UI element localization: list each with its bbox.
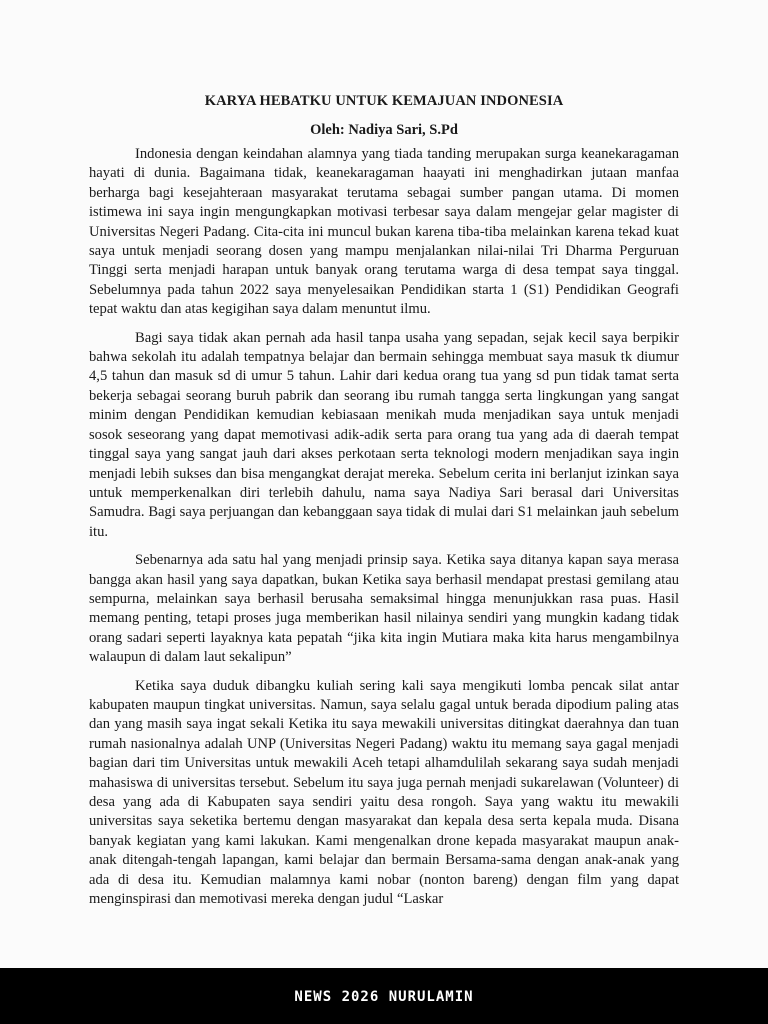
paragraph-1: Indonesia dengan keindahan alamnya yang tiada tanding merupakan surga keanekaragaman hayati di dunia. Bagaimana tidak, keanekaragaman haayati ini menghadirkan jutaan manfaa berharga bagi kesejahteraan masyarakat terutama sebagai sumber pangan utama. Di momen istimewa ini saya ingin mengungkapkan motivasi terbesar saya dalam mengejar gelar magister di Universitas Negeri Padang. Cita-cita ini muncul bukan karena tiba-tiba melainkan karena tekad kuat saya untuk menjadi seorang dosen yang mampu menjalankan nilai-nilai Tri Dharma Perguruan Tinggi serta menjadi harapan untuk banyak orang terutama warga di desa tempat saya tinggal. Sebelumnya pada tahun 2022 saya menyelesaikan Pendidikan starta 1 (S1) Pendidikan Geografi tepat waktu dan atas kegigihan saya dalam menuntut ilmu. xyxy=(89,146,679,318)
document-body xyxy=(89,92,679,918)
watermark-text: NEWS 2026 NURULAMIN xyxy=(294,989,474,1005)
document-author: Oleh: Nadiya Sari, S.Pd xyxy=(310,122,458,138)
watermark-bar xyxy=(0,968,768,1024)
paragraph-3: Sebenarnya ada satu hal yang menjadi prinsip saya. Ketika saya ditanya kapan saya merasa bangga akan hasil yang saya dapatkan, bukan Ketika saya berhasil mendapat prestasi gemilang atau sempurna, melainkan saya berhasil berusaha semaksimal hingga menunjukkan rasa puas. Hasil memang penting, tetapi proses juga memberikan hasil nilainya sendiri yang mungkin kadang tidak orang sadari seperti layaknya kata pepatah “jika kita ingin Mutiara maka kita harus mengambilnya walaupun di dalam laut sekalipun” xyxy=(89,552,679,666)
paragraph-4: Ketika saya duduk dibangku kuliah sering kali saya mengikuti lomba pencak silat antar kabupaten maupun tingkat universitas. Namun, saya selalu gagal untuk berada dipodium paling atas dan yang masih saya ingat sekali Ketika itu saya mewakili universitas ditingkat daerahnya dan tuan rumah nasionalnya adalah UNP (Universitas Negeri Padang) waktu itu memang saya gagal menjadi bagian dari tim Universitas untuk mewakili Aceh tetapi alhamdulilah sekarang saya sudah menjadi mahasiswa di universitas tersebut. Sebelum itu saya juga pernah menjadi sukarelawan (Volunteer) di desa yang ada di Kabupaten saya sendiri yaitu desa rongoh. Saya yang waktu itu mewakili universitas saya seketika bertemu dengan masyarakat dan kepala desa serta kepala muda. Disana banyak kegiatan yang kami lakukan. Kami mengenalkan drone kepada masyarakat maupun anak-anak ditengah-tengah lapangan, kami belajar dan bermain Bersama-sama dengan anak-anak yang ada di desa itu. Kemudian malamnya kami nobar (nonton bareng) dengan film yang dapat menginspirasi dan memotivasi mereka dengan judul “Laskar xyxy=(89,677,679,908)
paragraph-2: Bagi saya tidak akan pernah ada hasil tanpa usaha yang sepadan, sejak kecil saya berpikir bahwa sekolah itu adalah tempatnya belajar dan bermain sehingga membuat saya masuk tk diumur 4,5 tahun dan masuk sd di umur 5 tahun. Lahir dari kedua orang tua yang sd pun tidak tamat serta bekerja sebagai seorang buruh pabrik dan seorang ibu rumah tangga serta lingkungan yang sangat minim dengan Pendidikan kemudian kebiasaan menikah muda menjadikan saya untuk menjadi sosok seseorang yang dapat memotivasi adik-adik serta para orang tua yang ada di daerah tempat tinggal saya yang sangat jauh dari akses perkotaan serta teknologi modern menjadikan saya ingin menjadi lebih sukses dan bisa mengangkat derajat mereka. Sebelum cerita ini berlanjut izinkan saya untuk memperkenalkan diri terlebih dahulu, nama saya Nadiya Sari berasal dari Universitas Samudra. Bagi saya perjuangan dan kebanggaan saya tidak di mulai dari S1 melainkan jauh sebelum itu. xyxy=(89,329,679,540)
document-title: KARYA HEBATKU UNTUK KEMAJUAN INDONESIA xyxy=(204,93,564,109)
